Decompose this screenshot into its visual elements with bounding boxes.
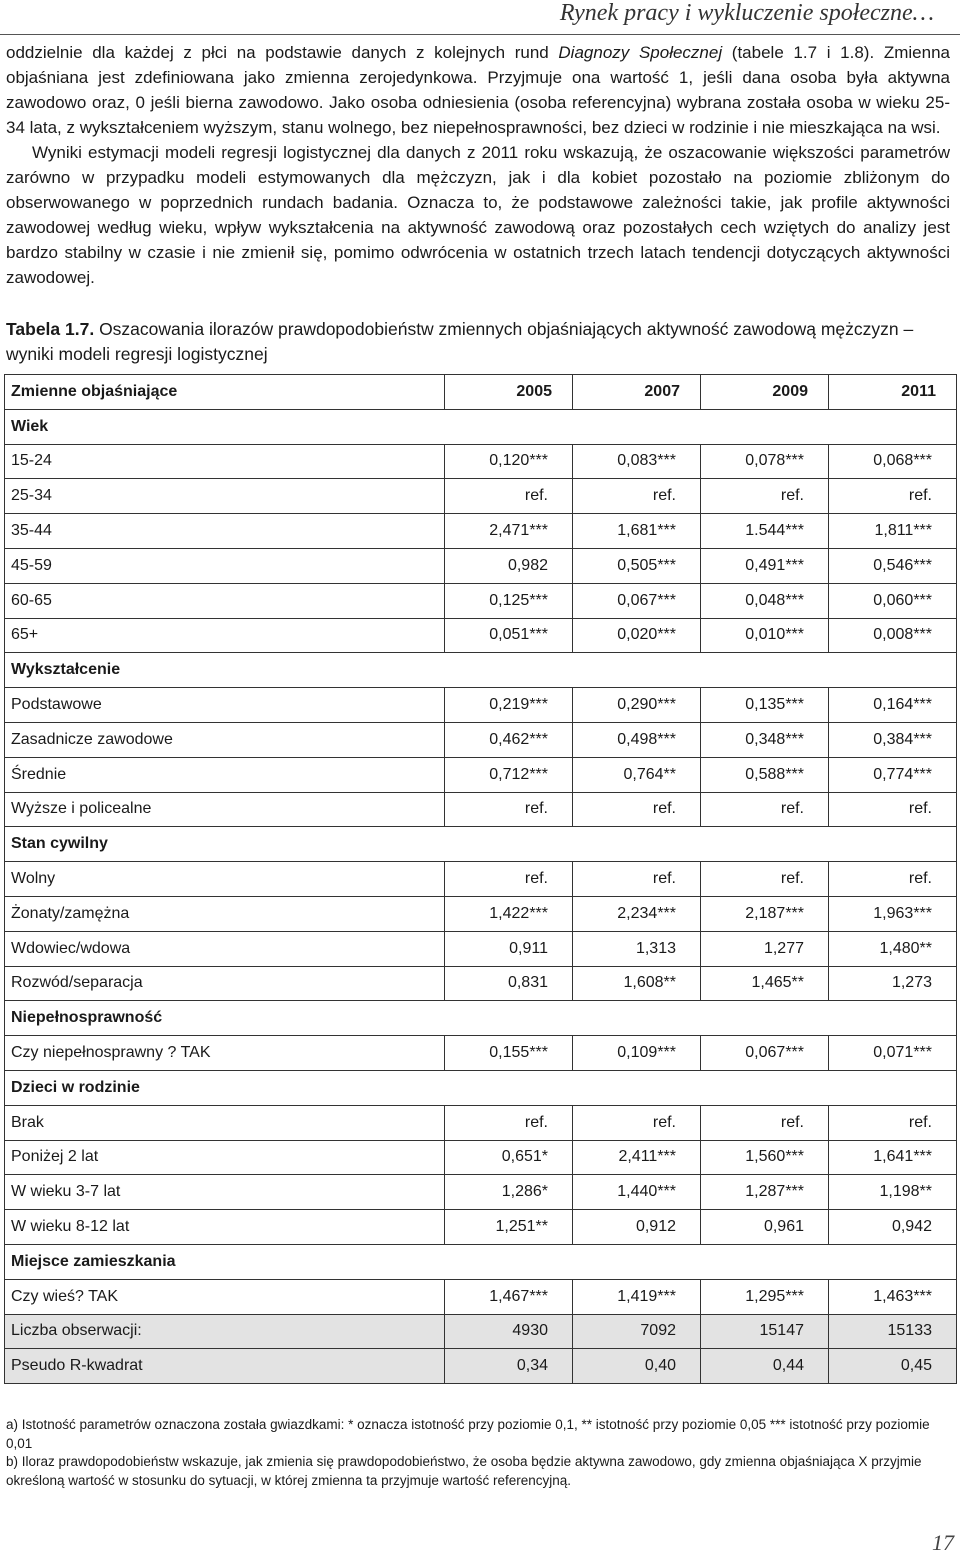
value-cell: 1,480** (829, 931, 957, 966)
table-caption-text: Oszacowania ilorazów prawdopodobieństw zmiennych objaśniających aktywność zawodową mężczyzn – wyniki modeli regresji logistycznej (6, 319, 914, 364)
value-cell: 0,067*** (573, 583, 701, 618)
value-cell: ref. (701, 792, 829, 827)
section-row (5, 653, 957, 688)
section-row (5, 409, 957, 444)
value-cell: 0,505*** (573, 548, 701, 583)
value-cell: ref. (701, 862, 829, 897)
value-cell: ref. (829, 792, 957, 827)
value-cell: 0,071*** (829, 1036, 957, 1071)
value-cell: 0,048*** (701, 583, 829, 618)
value-cell: 0,831 (445, 966, 573, 1001)
value-cell: 0,078*** (701, 444, 829, 479)
footnote-b: b) Iloraz prawdopodobieństw wskazuje, jak zmienia się prawdopodobieństwo, że osoba będzie aktywna zawodowo, gdy zmienna objaśniająca X przyjmie określoną wartość w stosunku do sytuacji, w której zmienna ta przyjmuje wartość referencyjną. (6, 1454, 922, 1488)
row-label: W wieku 8-12 lat (5, 1210, 445, 1245)
value-cell: 0,588*** (701, 757, 829, 792)
column-header-variable: Zmienne objaśniające (5, 375, 445, 410)
value-cell: ref. (701, 479, 829, 514)
value-cell: ref. (573, 862, 701, 897)
value-cell: 0,34 (445, 1349, 573, 1384)
table-row (5, 1140, 957, 1175)
value-cell: ref. (829, 1105, 957, 1140)
table-row (5, 722, 957, 757)
section-row (5, 1001, 957, 1036)
value-cell: 4930 (445, 1314, 573, 1349)
value-cell: ref. (829, 479, 957, 514)
value-cell: 1,465** (701, 966, 829, 1001)
value-cell: ref. (445, 792, 573, 827)
row-label: 35-44 (5, 514, 445, 549)
value-cell: 0,651* (445, 1140, 573, 1175)
value-cell: ref. (829, 862, 957, 897)
table-row (5, 931, 957, 966)
value-cell: 1,277 (701, 931, 829, 966)
row-label: 65+ (5, 618, 445, 653)
value-cell: 1,419*** (573, 1279, 701, 1314)
table-row (5, 757, 957, 792)
section-label: Miejsce zamieszkania (5, 1244, 957, 1279)
value-cell: 0,45 (829, 1349, 957, 1384)
value-cell: 0,068*** (829, 444, 957, 479)
value-cell: 1,295*** (701, 1279, 829, 1314)
value-cell: 0,764** (573, 757, 701, 792)
table-row (5, 1314, 957, 1349)
table-row (5, 688, 957, 723)
value-cell: 1,811*** (829, 514, 957, 549)
row-label: Pseudo R-kwadrat (5, 1349, 445, 1384)
row-label: 45-59 (5, 548, 445, 583)
section-label: Wiek (5, 409, 957, 444)
value-cell: 15133 (829, 1314, 957, 1349)
footnote-a: a) Istotność parametrów oznaczona została gwiazdkami: * oznacza istotność przy poziomie 0,1, ** istotność przy poziomie 0,05 *** istotność przy poziomie 0,01 (6, 1417, 930, 1451)
table-row (5, 1036, 957, 1071)
value-cell: 0,164*** (829, 688, 957, 723)
value-cell: 0,961 (701, 1210, 829, 1245)
value-cell: 0,290*** (573, 688, 701, 723)
page-number: 17 (932, 1530, 954, 1555)
table-row (5, 1279, 957, 1314)
value-cell: 1,641*** (829, 1140, 957, 1175)
value-cell: 0,120*** (445, 444, 573, 479)
value-cell: 1,463*** (829, 1279, 957, 1314)
value-cell: 0,051*** (445, 618, 573, 653)
value-cell: 1,422*** (445, 896, 573, 931)
section-label: Dzieci w rodzinie (5, 1070, 957, 1105)
row-label: 25-34 (5, 479, 445, 514)
section-row (5, 827, 957, 862)
section-row (5, 1070, 957, 1105)
table-row (5, 792, 957, 827)
value-cell: 0,942 (829, 1210, 957, 1245)
table-row (5, 548, 957, 583)
table-row (5, 1210, 957, 1245)
value-cell: 1,273 (829, 966, 957, 1001)
results-table (4, 374, 957, 1384)
value-cell: 0,083*** (573, 444, 701, 479)
value-cell: 0,546*** (829, 548, 957, 583)
value-cell: 2,471*** (445, 514, 573, 549)
paragraph-1-part-a: oddzielnie dla każdej z płci na podstawie danych z kolejnych rund (6, 43, 559, 62)
value-cell: 0,135*** (701, 688, 829, 723)
section-row (5, 1244, 957, 1279)
row-label: Czy wieś? TAK (5, 1279, 445, 1314)
table-row (5, 618, 957, 653)
value-cell: ref. (445, 862, 573, 897)
header-rule (0, 34, 960, 35)
running-head: Rynek pracy i wykluczenie społeczne… (559, 0, 934, 26)
value-cell: 0,060*** (829, 583, 957, 618)
column-header-year: 2011 (829, 375, 957, 410)
table-row (5, 862, 957, 897)
value-cell: 0,348*** (701, 722, 829, 757)
row-label: Żonaty/zamężna (5, 896, 445, 931)
value-cell: ref. (573, 479, 701, 514)
value-cell: 1,198** (829, 1175, 957, 1210)
value-cell: 1,560*** (701, 1140, 829, 1175)
value-cell: 2,411*** (573, 1140, 701, 1175)
value-cell: 1,440*** (573, 1175, 701, 1210)
value-cell: 0,44 (701, 1349, 829, 1384)
value-cell: 0,010*** (701, 618, 829, 653)
table-row (5, 1105, 957, 1140)
row-label: Wdowiec/wdowa (5, 931, 445, 966)
section-label: Wykształcenie (5, 653, 957, 688)
value-cell: 0,911 (445, 931, 573, 966)
value-cell: 1,251** (445, 1210, 573, 1245)
body-text (6, 40, 950, 290)
table-caption (6, 317, 950, 367)
table-row (5, 583, 957, 618)
section-label: Stan cywilny (5, 827, 957, 862)
paragraph-2: Wyniki estymacji modeli regresji logistycznej dla danych z 2011 roku wskazują, że oszacowanie większości parametrów zarówno w przypadku modeli estymowanych dla mężczyzn, jak i dla kobiet pozostało na poziomie zbliżonym do obserwowanego w poprzednich rundach badania. Oznacza to, że podstawowe zależności takie, jak profile aktywności zawodowej według wieku, wpływ wykształcenia na aktywność zawodową oraz pozostałych cech wziętych do analizy jest bardzo stabilny w czasie i nie zmienił się, pomimo odwrócenia w ostatnich trzech latach tendencji dotyczących aktywności zawodowej. (6, 143, 950, 287)
value-cell: 0,491*** (701, 548, 829, 583)
value-cell: ref. (573, 792, 701, 827)
column-header-year: 2007 (573, 375, 701, 410)
value-cell: ref. (445, 479, 573, 514)
table-header-row (5, 375, 957, 410)
row-label: Rozwód/separacja (5, 966, 445, 1001)
value-cell: 15147 (701, 1314, 829, 1349)
value-cell: 0,008*** (829, 618, 957, 653)
value-cell: 0,219*** (445, 688, 573, 723)
table-caption-label: Tabela 1.7. (6, 319, 95, 339)
row-label: Wyższe i policealne (5, 792, 445, 827)
value-cell: ref. (445, 1105, 573, 1140)
value-cell: 1,467*** (445, 1279, 573, 1314)
value-cell: ref. (573, 1105, 701, 1140)
row-label: Poniżej 2 lat (5, 1140, 445, 1175)
row-label: Średnie (5, 757, 445, 792)
table-row (5, 1349, 957, 1384)
row-label: Podstawowe (5, 688, 445, 723)
value-cell: 0,109*** (573, 1036, 701, 1071)
value-cell: 1,313 (573, 931, 701, 966)
row-label: Brak (5, 1105, 445, 1140)
column-header-year: 2005 (445, 375, 573, 410)
row-label: Czy niepełnosprawny ? TAK (5, 1036, 445, 1071)
value-cell: 0,712*** (445, 757, 573, 792)
value-cell: 0,462*** (445, 722, 573, 757)
table-row (5, 514, 957, 549)
value-cell: 0,40 (573, 1349, 701, 1384)
table-row (5, 479, 957, 514)
paragraph-1 (6, 40, 950, 140)
value-cell: 7092 (573, 1314, 701, 1349)
section-label: Niepełnosprawność (5, 1001, 957, 1036)
value-cell: 1,608** (573, 966, 701, 1001)
footnotes (6, 1416, 952, 1490)
value-cell: 0,067*** (701, 1036, 829, 1071)
table-row (5, 1175, 957, 1210)
row-label: W wieku 3-7 lat (5, 1175, 445, 1210)
value-cell: 0,020*** (573, 618, 701, 653)
column-header-year: 2009 (701, 375, 829, 410)
value-cell: 0,498*** (573, 722, 701, 757)
value-cell: 2,187*** (701, 896, 829, 931)
value-cell: ref. (701, 1105, 829, 1140)
value-cell: 1,286* (445, 1175, 573, 1210)
row-label: Liczba obserwacji: (5, 1314, 445, 1349)
table-row (5, 966, 957, 1001)
value-cell: 0,155*** (445, 1036, 573, 1071)
value-cell: 2,234*** (573, 896, 701, 931)
value-cell: 1,681*** (573, 514, 701, 549)
table-row (5, 444, 957, 479)
table-row (5, 896, 957, 931)
value-cell: 0,982 (445, 548, 573, 583)
results-table-body (5, 375, 957, 1384)
value-cell: 1,287*** (701, 1175, 829, 1210)
paragraph-1-italic: Diagnozy Społecznej (558, 43, 723, 62)
row-label: Zasadnicze zawodowe (5, 722, 445, 757)
row-label: 60-65 (5, 583, 445, 618)
value-cell: 0,774*** (829, 757, 957, 792)
row-label: Wolny (5, 862, 445, 897)
value-cell: 1.544*** (701, 514, 829, 549)
value-cell: 0,384*** (829, 722, 957, 757)
value-cell: 0,125*** (445, 583, 573, 618)
paragraph-1-part-b: (tabele 1.7 i 1.8). Zmienna objaśniana jest zdefiniowana jako zmienna zerojedynkowa. Przyjmuje ona wartość 1, jeśli dana osoba była aktywna zawodowo oraz, 0 jeśli bierna zawodowo. Jako osoba odniesienia (osoba referencyjna) wybrana została osoba w wieku 25-34 lata, z wykształceniem wyższym, stanu wolnego, bez niepełnosprawności, bez dzieci w rodzinie i nie mieszkająca na wsi. (6, 43, 951, 137)
value-cell: 0,912 (573, 1210, 701, 1245)
value-cell: 1,963*** (829, 896, 957, 931)
row-label: 15-24 (5, 444, 445, 479)
